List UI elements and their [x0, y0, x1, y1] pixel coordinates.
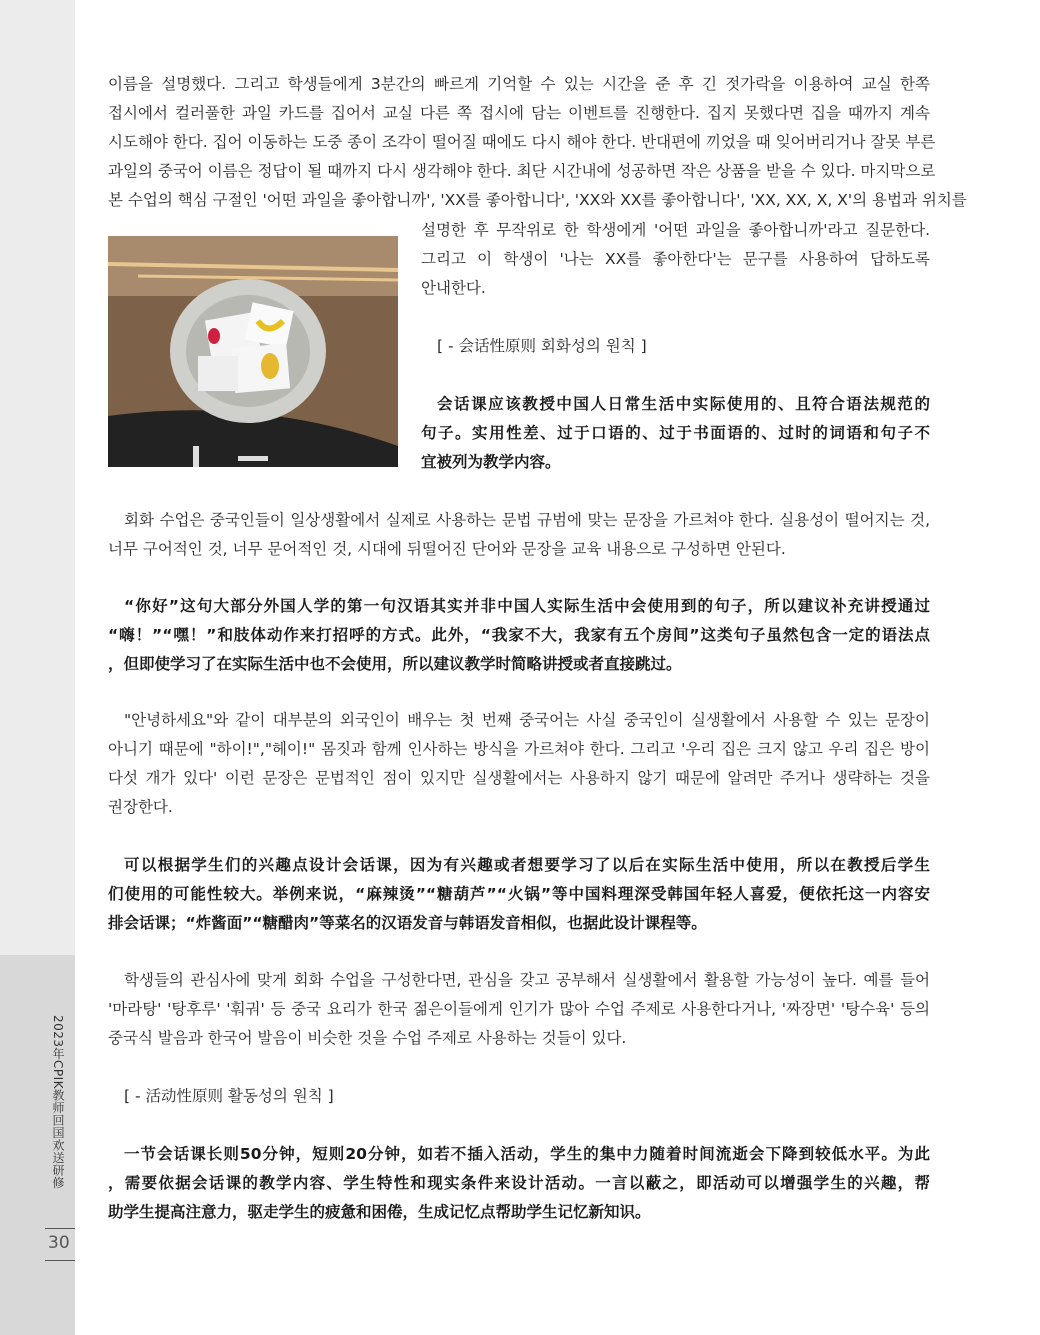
text-line: ，但即使学习了在实际生活中也不会使用，所以建议教学时简略讲授或者直接跳过。 [108, 655, 682, 673]
paragraph-game-description [108, 70, 967, 215]
text-line: 助学生提高注意力，驱走学生的疲惫和困倦，生成记忆点帮助学生记忆新知识。 [108, 1203, 651, 1221]
text-line: 排会话课；“炸酱面”“糖醋肉”等菜名的汉语发音与韩语发音相似，也据此设计课程等。 [108, 914, 707, 932]
text-line: 회화 수업은 중국인들이 일상생활에서 실제로 사용하는 문법 규범에 맞는 문장을 가르쳐야 한다. 실용성이 떨어지는 것, [124, 511, 930, 529]
text-line: '마라탕' '탕후루' '훠궈' 등 중국 요리가 한국 젊은이들에게 인기가 많아 수업 주제로 사용한다거나, '짜장면' '탕수육' 등의 [108, 1000, 930, 1018]
paragraph-nihao-example-zh [108, 592, 930, 679]
text-line: “嗨！”“嘿！”和肢体动作来打招呼的方式。此外，“我家不大，我家有五个房间”这类句子虽然包含一定的语法点 [108, 626, 930, 644]
text-line: 본 수업의 핵심 구절인 '어떤 과일을 좋아합니까', 'XX를 좋아합니다', 'XX와 XX를 좋아합니다', 'XX, XX, X, X'의 용법과 위치를 [108, 191, 967, 209]
text-line: 중국식 발음과 한국어 발음이 비슷한 것을 수업 주제로 사용하는 것들이 있다. [108, 1029, 627, 1047]
text-line: 다섯 개가 있다' 이런 문장은 문법적인 점이 있지만 실생활에서는 사용하지 않기 때문에 알려만 주거나 생략하는 것을 [108, 769, 930, 787]
text-line: 접시에서 컬러풀한 과일 카드를 집어서 교실 다른 쪽 접시에 담는 이벤트를 진행한다. 집지 못했다면 집을 때까지 계속 [108, 104, 930, 122]
text-line: "안녕하세요"와 같이 대부분의 외국인이 배우는 첫 번째 중국어는 사실 중국인이 실생활에서 사용할 수 있는 문장이 [124, 711, 930, 729]
text-line: 과일의 중국어 이름은 정답이 될 때까지 다시 생각해야 한다. 최단 시간내에 성공하면 작은 상품을 받을 수 있다. 마지막으로 [108, 162, 936, 180]
paragraph-conversation-principle-zh [421, 390, 930, 477]
text-line: “你好”这句大部分外国人学的第一句汉语其实并非中国人实际生活中会使用到的句子，所以建议补充讲授通过 [124, 597, 930, 615]
paragraph-activity-principle-zh [108, 1140, 930, 1227]
paragraph-nihao-example-ko [108, 706, 930, 822]
text-line: 시도해야 한다. 집어 이동하는 도중 종이 조각이 떨어질 때에도 다시 해야 한다. 반대편에 끼었을 때 잊어버리거나 잘못 부른 [108, 133, 936, 151]
text-line: 설명한 후 무작위로 한 학생에게 '어떤 과일을 좋아합니까'라고 질문한다. [421, 221, 930, 239]
text-line: 너무 구어적인 것, 너무 문어적인 것, 시대에 뒤떨어진 단어와 문장을 교육 내용으로 구성하면 안된다. [108, 540, 786, 558]
text-line: 宜被列为教学内容。 [421, 453, 561, 471]
text-line: 句子。实用性差、过于口语的、过于书面语的、过时的词语和句子不 [421, 424, 930, 442]
photo-fruit-cards-plate [108, 236, 398, 467]
paragraph-interest-ko [108, 966, 930, 1053]
page-number: 30 [48, 1233, 70, 1253]
paragraph-interest-zh [108, 851, 930, 938]
text-line: 안내한다. [421, 279, 486, 297]
sidebar-top [0, 0, 75, 955]
text-line: ，需要依据会话课的教学内容、学生特性和现实条件来设计活动。一言以蔽之，即活动可以增强学生的兴趣，帮 [108, 1174, 930, 1192]
sidebar-title: 2023年CPIK教师回国欢送研修 [51, 1015, 65, 1190]
text-line: 可以根据学生们的兴趣点设计会话课，因为有兴趣或者想要学习了以后在实际生活中使用，所以在教授后学生 [124, 856, 930, 874]
divider [45, 1228, 75, 1229]
section-heading-conversation-principle: [ - 会话性原则 회화성의 원칙 ] [437, 337, 647, 355]
paragraph-question-instruction [421, 216, 930, 303]
text-line: 们使用的可能性较大。举例来说，“麻辣烫”“糖葫芦”“火锅”等中国料理深受韩国年轻人喜爱，便依托这一内容安 [108, 885, 930, 903]
text-line: 아니기 때문에 "하이!","헤이!" 몸짓과 함께 인사하는 방식을 가르쳐야 한다. 그리고 '우리 집은 크지 않고 우리 집은 방이 [108, 740, 930, 758]
paragraph-conversation-principle-ko [108, 506, 930, 564]
text-line: 학생들의 관심사에 맞게 회화 수업을 구성한다면, 관심을 갖고 공부해서 실생활에서 활용할 가능성이 높다. 예를 들어 [124, 971, 930, 989]
divider [45, 1260, 75, 1261]
text-line: 권장한다. [108, 798, 173, 816]
text-line: 그리고 이 학생이 '나는 XX를 좋아한다'는 문구를 사용하여 답하도록 [421, 250, 930, 268]
section-heading-activity-principle: [ - 活动性原则 활동성의 원칙 ] [124, 1087, 334, 1105]
text-line: 一节会话课长则50分钟，短则20分钟，如若不插入活动，学生的集中力随着时间流逝会下降到较低水平。为此 [124, 1145, 930, 1163]
text-line: 이름을 설명했다. 그리고 학생들에게 3분간의 빠르게 기억할 수 있는 시간을 준 후 긴 젓가락을 이용하여 교실 한쪽 [108, 75, 930, 93]
text-line: 会话课应该教授中国人日常生活中实际使用的、且符合语法规范的 [437, 395, 930, 413]
